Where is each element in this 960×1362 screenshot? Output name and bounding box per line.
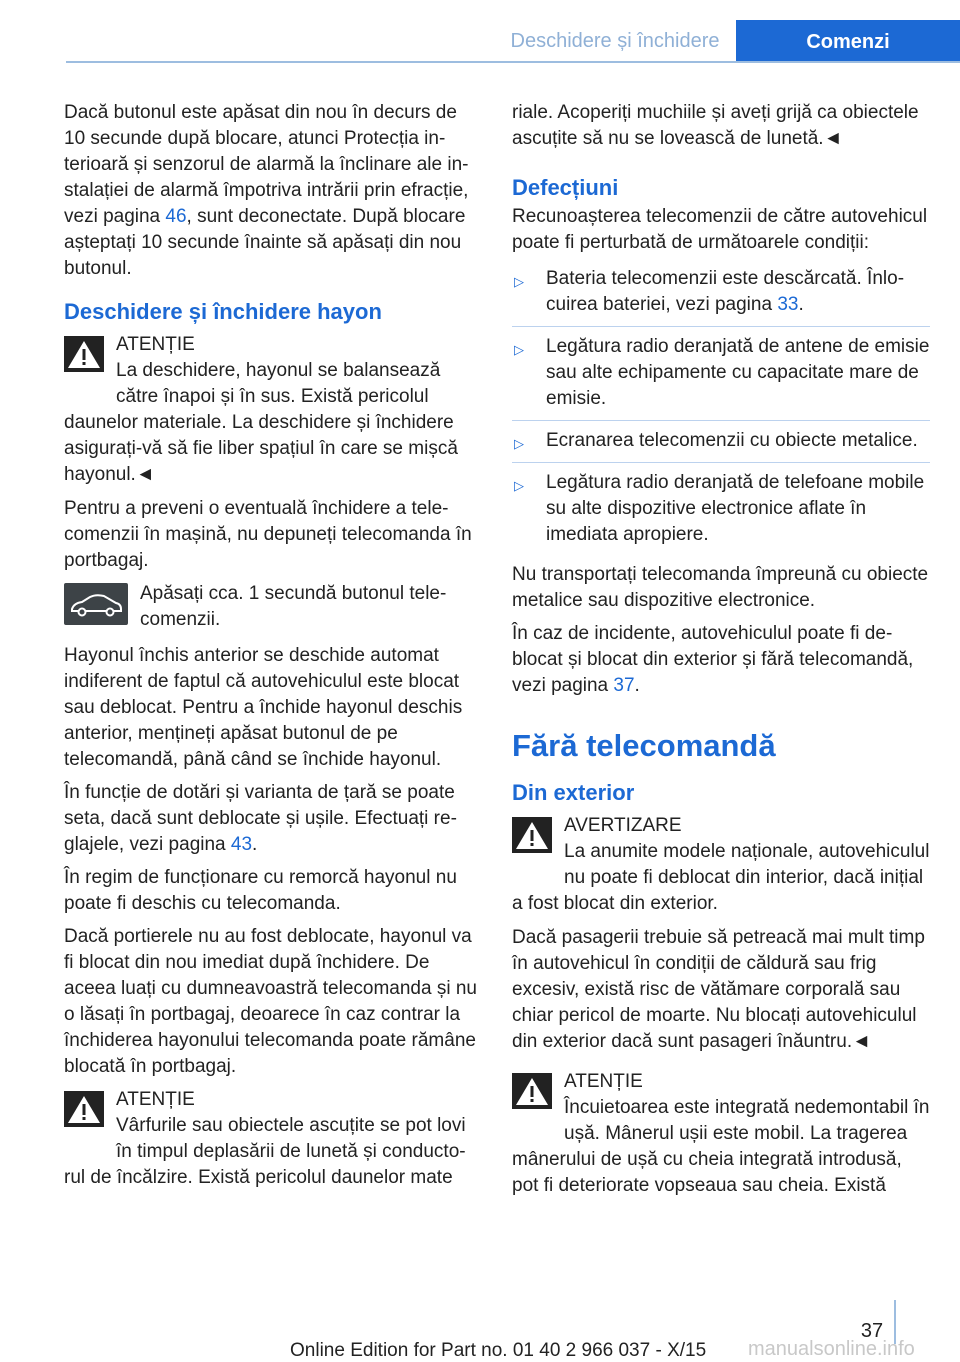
paragraph: Nu transportați telecomanda împreună cu obiecte metalice sau dispozitive electronice. <box>512 564 929 611</box>
left-column <box>64 100 480 1199</box>
warning-text: Încuietoarea este integrată nedemontabil în ușă. Mânerul ușii este mobil. La tragerea mânerului de ușă cu cheia integrată introdusă, pot fi deteriorate vopseaua sau cheia. Există <box>512 1097 930 1196</box>
section-heading-defectiuni: Defecțiuni <box>512 175 619 200</box>
paragraph: riale. Acoperiți muchiile și aveți grijă ca obiectele ascuțite să nu se lovească de lunetă.◄ <box>512 102 919 149</box>
warning-note <box>64 1087 480 1191</box>
triangle-bullet-icon: ▷ <box>514 342 524 357</box>
chapter-heading-fara-telecomanda: Fără telecomandă <box>512 728 776 763</box>
page-link[interactable]: 46 <box>165 206 187 227</box>
warning-keyword: ATENȚIE <box>116 1089 195 1110</box>
warning-keyword: ATENȚIE <box>116 334 195 355</box>
triangle-bullet-icon: ▷ <box>514 478 524 493</box>
header-rule <box>66 61 960 63</box>
paragraph: Pentru a preveni o eventuală închidere a telecomenzii în mașină, nu depuneți telecomanda în portbagaj. <box>64 498 472 571</box>
paragraph: În funcție de dotări și varianta de țară se poate seta, dacă sunt deblocate și ușile. Efectuați reglajele, vezi pagina 43. <box>64 782 457 855</box>
paragraph: În caz de incidente, autovehiculul poate fi deblocat și blocat din exterior și fără telecomandă, vezi pagina 37. <box>512 623 914 696</box>
warning-keyword: ATENȚIE <box>564 1071 643 1092</box>
warning-note <box>64 332 480 488</box>
paragraph: Recunoașterea telecomenzii de către autovehicul poate fi perturbată de următoarele condiții: <box>512 206 928 253</box>
paragraph: Dacă portierele nu au fost deblocate, hayonul va fi blocat din nou imediat după închidere. De aceea luați cu dumneavoastră telecomanda și nu o lăsați în portbagaj, deoarece în caz contrar la închiderea hayonului telecomanda poate rămâne blocată în portbagaj. <box>64 926 477 1077</box>
warning-text: La anumite modele naționale, autovehiculul nu poate fi deblocat din interior, dacă inițial a fost blocat din exterior. <box>512 841 930 914</box>
remote-text: Apăsați cca. 1 secundă butonul telecomenzii. <box>140 583 447 630</box>
warning-triangle-icon <box>64 336 104 372</box>
warning-note <box>512 813 930 917</box>
bullet-list <box>512 263 930 556</box>
section-heading-din-exterior: Din exterior <box>512 780 635 805</box>
remote-button-instruction <box>64 581 480 633</box>
page-number: 37 <box>860 1320 884 1342</box>
list-item: ▷ Bateria telecomenzii este descărcată. Înlocuirea bateriei, vezi pagina 33. <box>512 263 930 327</box>
paragraph: Dacă butonul este apăsat din nou în decurs de 10 secunde după blocare, atunci Protecția interioară și senzorul de alarmă la înclinare ale instalației de alarmă împotriva intrării prin efracție, vezi pagina 46, sunt deconectate. După blocare așteptați 10 secunde înainte să apăsați din nou butonul. <box>64 102 469 279</box>
triangle-bullet-icon: ▷ <box>514 274 524 289</box>
watermark: manualsonline.info <box>748 1338 915 1360</box>
page-link[interactable]: 33 <box>777 294 799 315</box>
list-item: ▷ Ecranarea telecomenzii cu obiecte metalice. <box>512 425 930 463</box>
warning-keyword: AVERTIZARE <box>564 815 682 836</box>
header-section-title: Deschidere și închidere <box>510 30 720 52</box>
warning-triangle-icon <box>512 1073 552 1109</box>
paragraph: Hayonul închis anterior se deschide automat indiferent de faptul că autovehiculul este blocat sau deblocat. Pentru a închide hayonul deschis anterior, mențineți apăsat butonul de pe telecomandă, până când se închide hayonul. <box>64 645 463 770</box>
section-heading-hayon: Deschidere și închidere hayon <box>64 299 382 324</box>
list-item: ▷ Legătura radio deranjată de antene de emisie sau alte echipamente cu capacitate mare de emisie. <box>512 331 930 421</box>
warning-text: La deschidere, hayonul se balansează către înapoi și în sus. Există pericolul daunelor materiale. La deschidere și închidere asigurați-vă să fie liber spațiul în care se mișcă hayonul.◄ <box>64 360 458 485</box>
warning-text: Vârfurile sau obiectele ascuțite se pot lovi în timpul deplasării de lunetă și conductorul de încălzire. Există pericolul daunelor mate <box>64 1115 466 1188</box>
warning-triangle-icon <box>64 1091 104 1127</box>
car-tailgate-button-icon <box>64 583 128 625</box>
paragraph: Dacă pasagerii trebuie să petreacă mai mult timp în autovehicul în condiții de căldură sau frig excesiv, există risc de vătămare corporală sau chiar pericol de moarte. Nu blocați autovehiculul din exterior dacă sunt pasageri înăuntru.◄ <box>512 927 925 1052</box>
page-link[interactable]: 43 <box>230 834 253 855</box>
list-item: ▷ Legătura radio deranjată de telefoane mobile su alte dispozitive electronice aflate în imediata apropiere. <box>514 472 925 545</box>
footer-edition: Online Edition for Part no. 01 40 2 966 037 - X/15 <box>290 1340 707 1361</box>
header-chapter-tab: Comenzi <box>736 20 960 61</box>
warning-triangle-icon <box>512 817 552 853</box>
right-column <box>512 100 930 1207</box>
page-link[interactable]: 37 <box>613 675 635 696</box>
warning-note <box>512 1069 930 1199</box>
paragraph: În regim de funcționare cu remorcă hayonul nu poate fi deschis cu telecomanda. <box>64 867 457 914</box>
triangle-bullet-icon: ▷ <box>514 436 524 451</box>
